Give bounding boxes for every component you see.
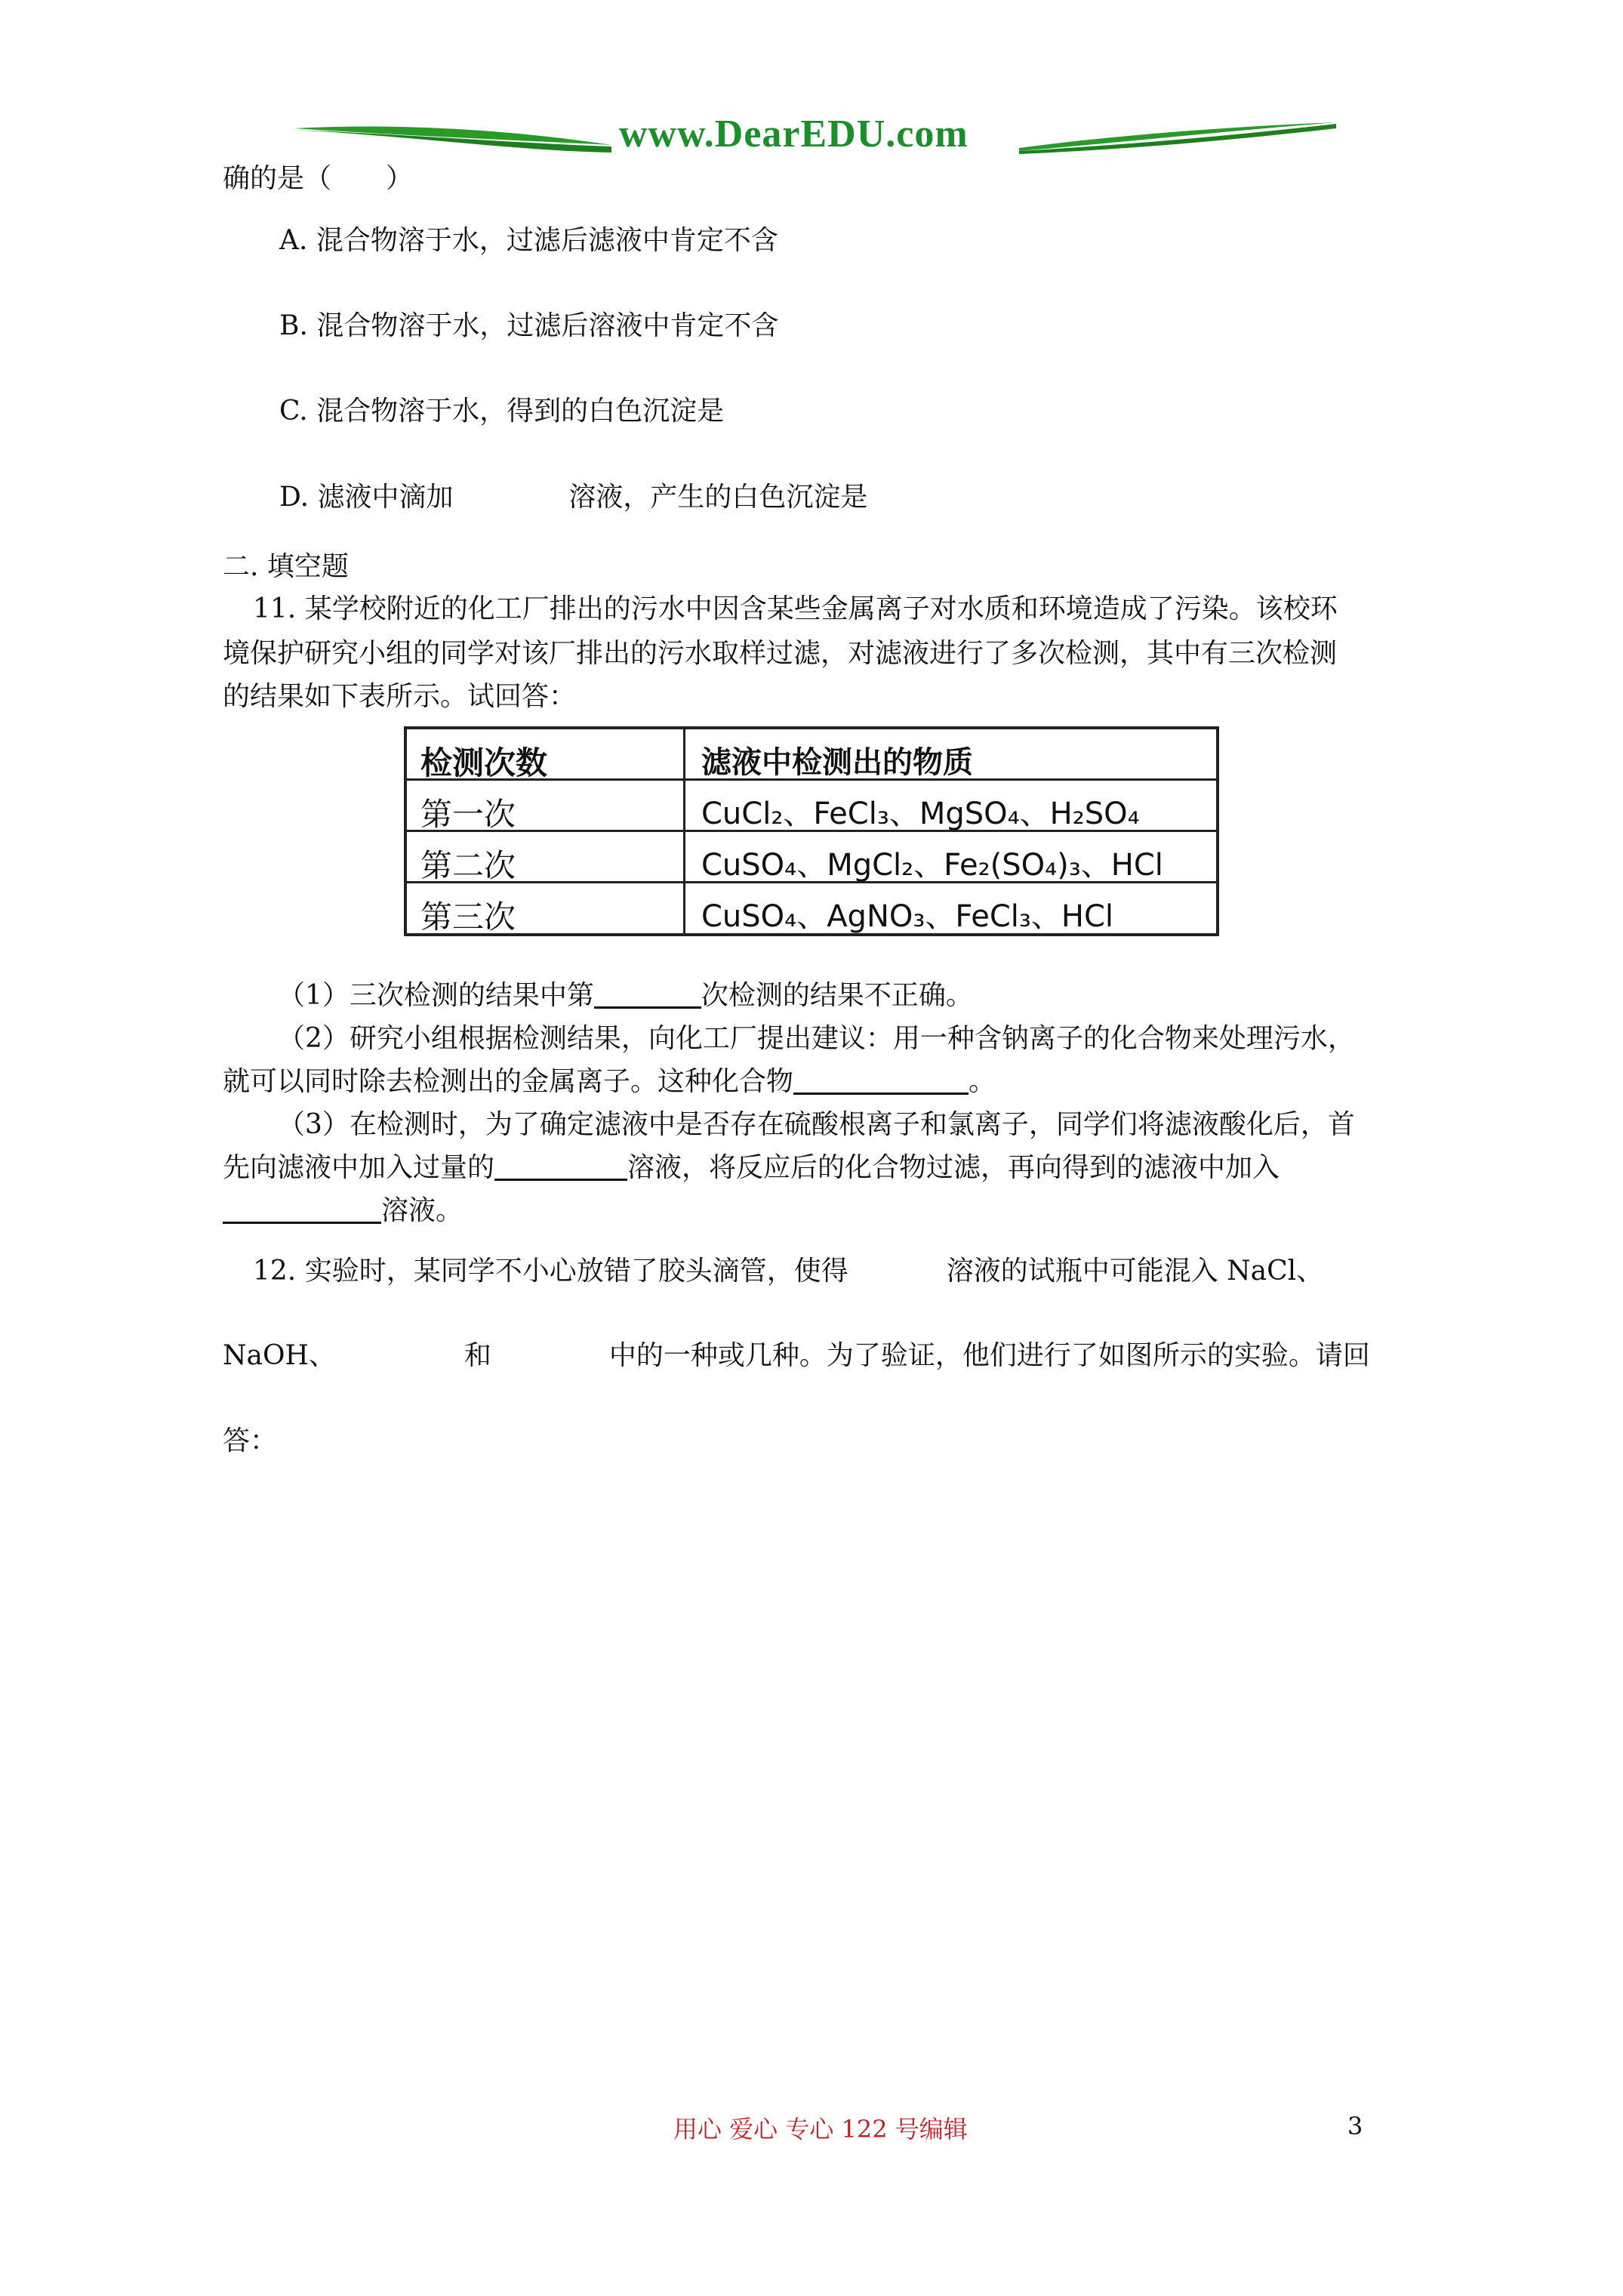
- option-text: 混合物溶于水，得到的白色沉淀是: [316, 396, 725, 427]
- q11-line-1: 11. 某学校附近的化工厂排出的污水中因含某些金属离子对水质和环境造成了污染。该校环: [253, 593, 1338, 624]
- header-logo: [294, 106, 1336, 166]
- option-text: 混合物溶于水，过滤后溶液中肯定不含: [316, 310, 779, 341]
- table-row: [407, 883, 1216, 935]
- answer-blank-3[interactable]: [494, 1151, 627, 1181]
- q11-sub3-text-after: 溶液，将反应后的化合物过滤，再向得到的滤液中加入: [627, 1152, 1280, 1183]
- table-row: [407, 781, 1216, 832]
- table-cell: CuCl₂、FeCl₃、MgSO₄、H₂SO₄: [701, 797, 1140, 831]
- table-header-row: [407, 729, 1216, 781]
- q12-text-c: 中的一种或几种。为了验证，他们进行了如图所示的实验。请回: [608, 1340, 1370, 1371]
- table-header-cell: 检测次数: [420, 744, 548, 781]
- option-text-after: 溶液，产生的白色沉淀是: [568, 482, 868, 513]
- table-cell: CuSO₄、AgNO₃、FeCl₃、HCl: [701, 899, 1114, 934]
- q11-line-2: 境保护研究小组的同学对该厂排出的污水取样过滤，对滤液进行了多次检测，其中有三次检测: [223, 638, 1338, 669]
- page-number: 3: [1347, 2112, 1363, 2140]
- answer-blank-4[interactable]: [223, 1194, 381, 1224]
- option-label: A.: [279, 225, 308, 256]
- q11-sub3-line-3-text: 溶液。: [381, 1195, 463, 1226]
- option-d: [279, 476, 867, 514]
- table-cell: CuSO₄、MgCl₂、Fe₂(SO₄)₃、HCl: [701, 848, 1163, 883]
- option-label: C.: [279, 396, 308, 427]
- table-cell: 第二次: [420, 847, 516, 884]
- answer-blank-2[interactable]: [793, 1065, 969, 1095]
- q11-sub1-text-after: 次检测的结果不正确。: [701, 980, 973, 1011]
- q11-sub3-text-before: 先向滤液中加入过量的: [223, 1152, 495, 1183]
- brand-text: www.DearEDU.com: [619, 112, 969, 156]
- q12-line-1: [253, 1250, 1323, 1288]
- option-a: [279, 219, 778, 257]
- option-text: 混合物溶于水，过滤后滤液中肯定不含: [316, 225, 778, 256]
- q12-line-3: 答：: [223, 1425, 278, 1456]
- q11-sub2-line-1: （2）研究小组根据检测结果，向化工厂提出建议：用一种含钠离子的化合物来处理污水，: [278, 1023, 1355, 1054]
- table-header-cell: 滤液中检测出的物质: [701, 745, 973, 780]
- option-b: [279, 304, 778, 343]
- q11-sub3-line-1: （3）在检测时，为了确定滤液中是否存在硫酸根离子和氯离子，同学们将滤液酸化后，首: [278, 1109, 1355, 1140]
- detection-table: [404, 726, 1219, 936]
- footer-note: 用心 爱心 专心 122 号编辑: [673, 2115, 968, 2143]
- q12-text-a: NaOH、: [223, 1340, 336, 1371]
- table-row: [407, 832, 1216, 883]
- q11-sub2-text-after: 。: [969, 1066, 996, 1097]
- section-title: 二. 填空题: [223, 551, 349, 582]
- q11-sub3-line-2: [223, 1146, 1280, 1185]
- q12-line-2: [223, 1334, 1370, 1373]
- q11-line-3: 的结果如下表所示。试回答：: [223, 681, 577, 712]
- q11-sub1: [278, 974, 973, 1012]
- q11-sub1-text-before: （1）三次检测的结果中第: [278, 980, 594, 1011]
- q12-text-before: 12. 实验时，某同学不小心放错了胶头滴管，使得: [253, 1256, 848, 1287]
- question-tail: 确的是（ ）: [223, 163, 414, 194]
- table-cell: 第一次: [420, 796, 516, 833]
- option-text-before: 滤液中滴加: [317, 482, 454, 513]
- option-label: D.: [279, 482, 310, 513]
- table-cell: 第三次: [420, 898, 516, 935]
- q12-text-b: 和: [463, 1340, 491, 1371]
- option-c: [279, 390, 724, 428]
- q11-sub2-text-before: 就可以同时除去检测出的金属离子。这种化合物: [223, 1066, 794, 1097]
- q12-text-after: 溶液的试瓶中可能混入 NaCl、: [946, 1256, 1324, 1287]
- q11-sub2-line-2: [223, 1060, 996, 1099]
- option-label: B.: [279, 310, 308, 341]
- q11-sub3-line-3: [223, 1189, 463, 1228]
- answer-blank-1[interactable]: [594, 979, 701, 1009]
